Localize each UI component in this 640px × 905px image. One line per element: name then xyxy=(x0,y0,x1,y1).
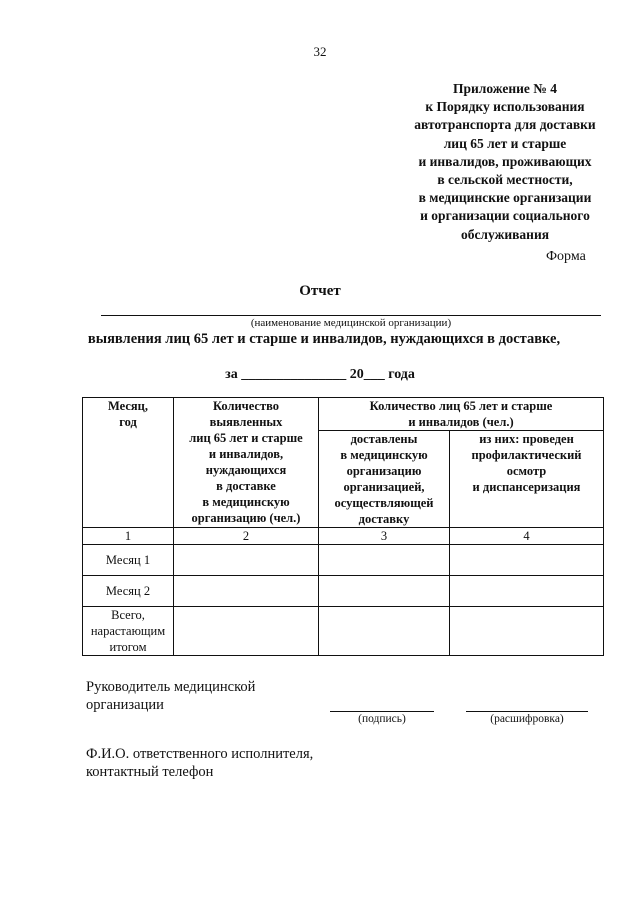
organization-name-line[interactable] xyxy=(101,315,601,316)
table-cell[interactable] xyxy=(319,607,450,656)
table-cell[interactable] xyxy=(319,576,450,607)
report-period: за _______________ 20___ года xyxy=(225,367,415,382)
table-cell[interactable] xyxy=(174,607,319,656)
header-examined: из них: проведен профилактический осмотр и диспансеризация xyxy=(450,431,604,528)
signature-line[interactable] xyxy=(330,711,434,712)
signature-caption: (подпись) xyxy=(358,713,406,725)
header-persons-group: Количество лиц 65 лет и старше и инвалидов (чел.) xyxy=(319,398,604,431)
appendix-line: и инвалидов, проживающих xyxy=(418,153,592,169)
table-cell[interactable] xyxy=(174,545,319,576)
appendix-line: и организации социального xyxy=(420,208,590,224)
appendix-line: обслуживания xyxy=(460,226,550,242)
column-number: 2 xyxy=(174,528,319,545)
appendix-header xyxy=(385,80,625,244)
header-month-year: Месяц, год xyxy=(83,398,174,528)
page-number: 32 xyxy=(313,44,327,59)
header-delivered: доставлены в медицинскую организацию организацией, осуществляющей доставку xyxy=(319,431,450,528)
column-number: 4 xyxy=(450,528,604,545)
appendix-line: Приложение № 4 xyxy=(453,81,557,96)
organization-name-caption: (наименование медицинской организации) xyxy=(250,317,452,329)
appendix-line: к Порядку использования xyxy=(425,99,585,115)
table-cell[interactable] xyxy=(174,576,319,607)
table-cell[interactable] xyxy=(450,576,604,607)
row-label-total: Всего, нарастающим итогом xyxy=(83,607,174,656)
appendix-line: в сельской местности, xyxy=(437,172,573,188)
table-row xyxy=(83,576,604,607)
report-table xyxy=(82,397,604,656)
column-number-row xyxy=(83,528,604,545)
decoding-line[interactable] xyxy=(466,711,588,712)
header-identified-count: Количество выявленных лиц 65 лет и старше и инвалидов, нуждающихся в доставке в медицинскую организацию (чел.) xyxy=(174,398,319,528)
table-row xyxy=(83,607,604,656)
column-number: 1 xyxy=(83,528,174,545)
appendix-line: в медицинские организации xyxy=(418,190,592,206)
row-label-month-1: Месяц 1 xyxy=(83,545,174,576)
table-row xyxy=(83,545,604,576)
appendix-line: автотранспорта для доставки xyxy=(414,117,596,133)
decoding-caption: (расшифровка) xyxy=(490,713,564,725)
table-cell[interactable] xyxy=(450,607,604,656)
report-subtitle: выявления лиц 65 лет и старше и инвалидов, нуждающихся в доставке, xyxy=(87,331,561,347)
responsible-executor-label: Ф.И.О. ответственного исполнителя, контактный телефон xyxy=(86,746,314,780)
column-number: 3 xyxy=(319,528,450,545)
head-of-organization-label: Руководитель медицинской организации xyxy=(86,679,256,713)
row-label-month-2: Месяц 2 xyxy=(83,576,174,607)
report-title: Отчет xyxy=(299,283,341,299)
table-cell[interactable] xyxy=(319,545,450,576)
appendix-line: лиц 65 лет и старше xyxy=(443,135,567,151)
form-label: Форма xyxy=(546,249,586,264)
table-cell[interactable] xyxy=(450,545,604,576)
